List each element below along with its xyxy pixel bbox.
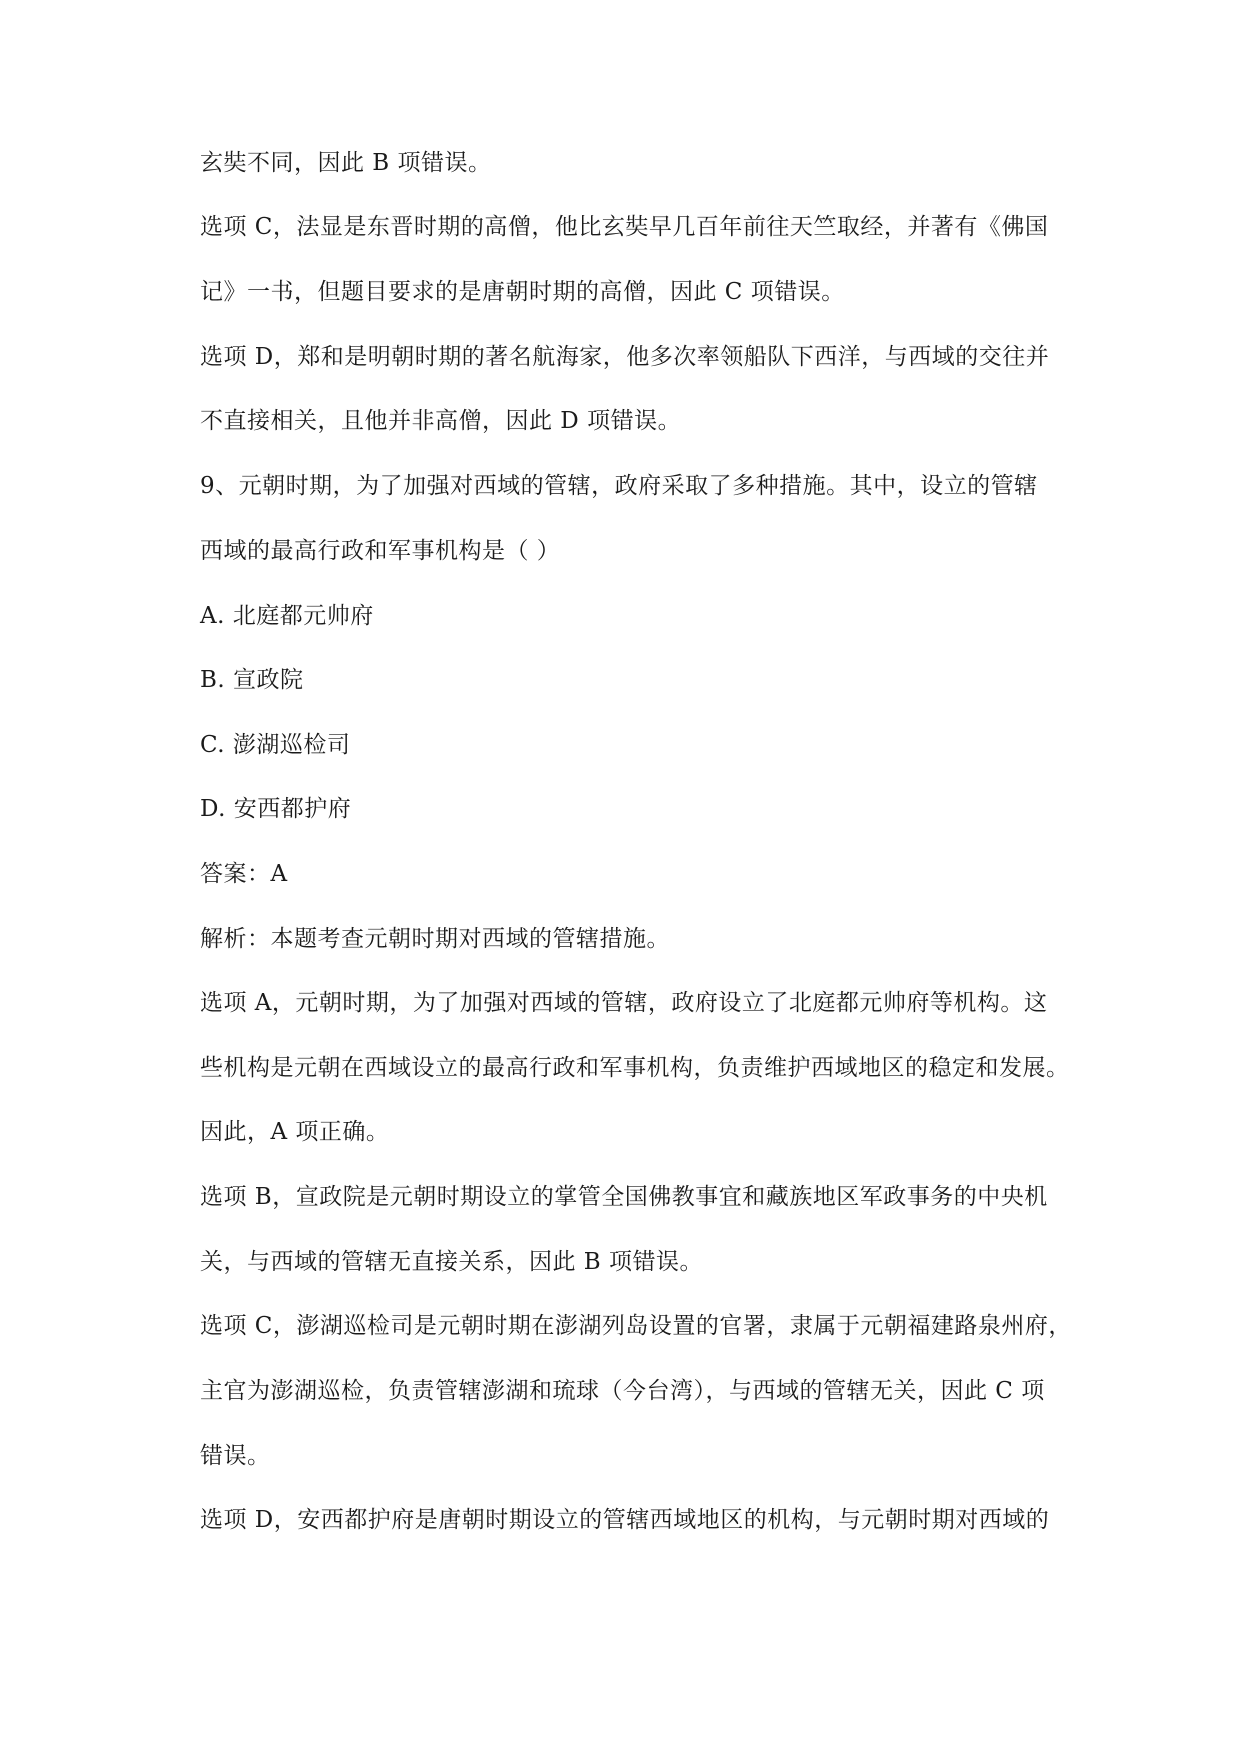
option-c: C. 澎湖巡检司 <box>200 732 351 758</box>
text-line: 选项 C，法显是东晋时期的高僧，他比玄奘早几百年前往天竺取经，并著有《佛国 <box>200 214 1049 240</box>
text-line: 主官为澎湖巡检，负责管辖澎湖和琉球（今台湾），与西域的管辖无关，因此 C 项 <box>200 1378 1045 1404</box>
analysis-line: 解析：本题考查元朝时期对西域的管辖措施。 <box>200 926 670 952</box>
text-line: 些机构是元朝在西域设立的最高行政和军事机构，负责维护西域地区的稳定和发展。 <box>200 1055 1070 1081</box>
text-line: 选项 C，澎湖巡检司是元朝时期在澎湖列岛设置的官署，隶属于元朝福建路泉州府， <box>200 1313 1072 1339</box>
option-a: A. 北庭都元帅府 <box>200 603 374 629</box>
text-line: 选项 D，郑和是明朝时期的著名航海家，他多次率领船队下西洋，与西域的交往并 <box>200 344 1050 370</box>
answer-line: 答案：A <box>200 861 288 887</box>
text-line: 记》一书，但题目要求的是唐朝时期的高僧，因此 C 项错误。 <box>200 279 845 305</box>
question-line: 9、元朝时期，为了加强对西域的管辖，政府采取了多种措施。其中，设立的管辖 <box>200 473 1038 499</box>
text-line: 错误。 <box>200 1443 271 1469</box>
text-line: 选项 A，元朝时期，为了加强对西域的管辖，政府设立了北庭都元帅府等机构。这 <box>200 990 1048 1016</box>
option-b: B. 宣政院 <box>200 667 304 693</box>
text-line: 因此，A 项正确。 <box>200 1119 390 1145</box>
question-line: 西域的最高行政和军事机构是（ ） <box>200 538 561 564</box>
option-d: D. 安西都护府 <box>200 796 352 822</box>
text-line: 关，与西域的管辖无直接关系，因此 B 项错误。 <box>200 1249 704 1275</box>
text-line: 选项 D，安西都护府是唐朝时期设立的管辖西域地区的机构，与元朝时期对西域的 <box>200 1507 1050 1533</box>
text-line: 选项 B，宣政院是元朝时期设立的掌管全国佛教事宜和藏族地区军政事务的中央机 <box>200 1184 1048 1210</box>
text-line: 玄奘不同，因此 B 项错误。 <box>200 150 492 176</box>
text-line: 不直接相关，且他并非高僧，因此 D 项错误。 <box>200 408 682 434</box>
